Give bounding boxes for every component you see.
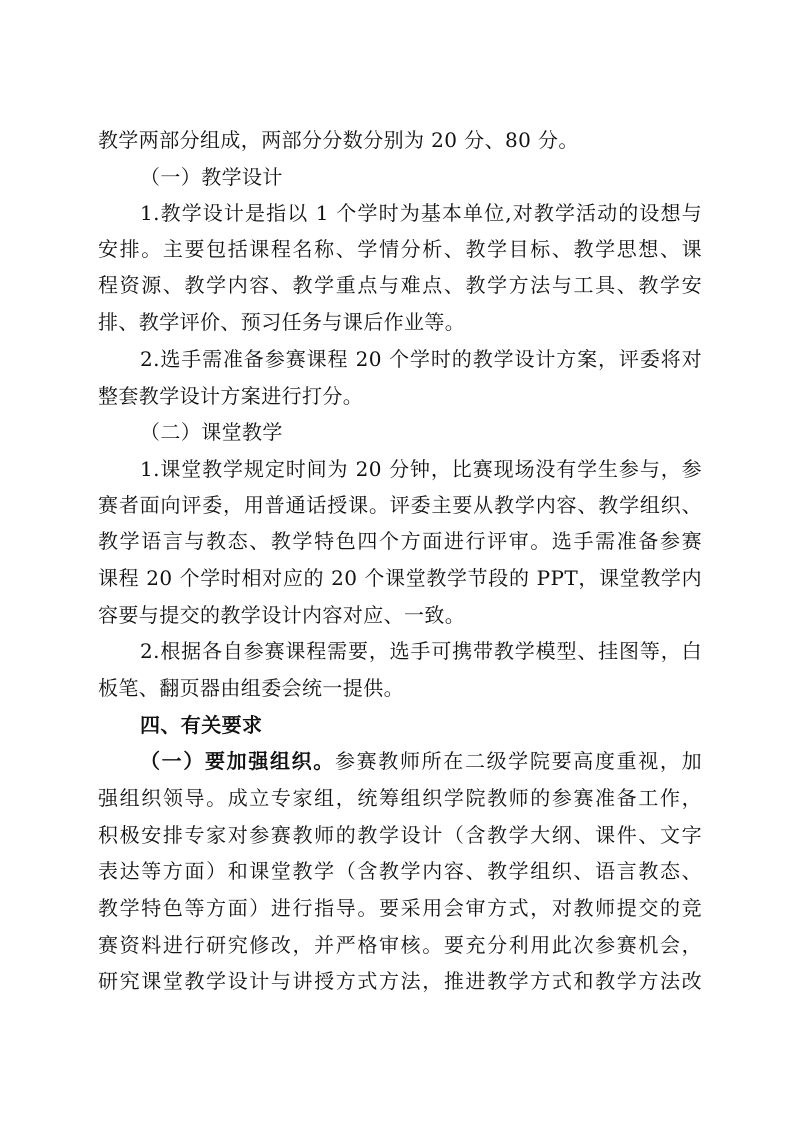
text-line: 赛资料进行研究修改，并严格审核。要充分利用此次参赛机会， — [98, 933, 702, 957]
text-line: 2.选手需准备参赛课程 20 个学时的教学设计方案，评委将对 — [140, 347, 702, 371]
text-line: 课程 20 个学时相对应的 20 个课堂教学节段的 PPT，课堂教学内 — [98, 566, 702, 590]
text-line: 表达等方面）和课堂教学（含教学内容、教学组织、语言教态、 — [98, 859, 702, 883]
text-line: 排、教学评价、预习任务与课后作业等。 — [98, 310, 466, 334]
section-subheading: （一）教学设计 — [140, 165, 283, 189]
text-line: 1.课堂教学规定时间为 20 分钟，比赛现场没有学生参与，参 — [140, 457, 702, 481]
text-line: 1.教学设计是指以 1 个学时为基本单位,对教学活动的设想与 — [140, 201, 702, 225]
text-line: 容要与提交的教学设计内容对应、一致。 — [98, 603, 466, 627]
text-run: 参赛教师所在二级学院要高度重视，加 — [334, 749, 702, 773]
text-line-with-bold-lead — [140, 746, 702, 776]
text-line: 研究课堂教学设计与讲授方式方法，推进教学方式和教学方法改 — [98, 969, 702, 993]
text-line: 教学两部分组成，两部分分数分别为 20 分、80 分。 — [98, 128, 579, 152]
text-line: 积极安排专家对参赛教师的教学设计（含教学大纲、课件、文字 — [98, 823, 702, 847]
bold-lead-text: （一）要加强组织。 — [140, 749, 335, 773]
text-line: 强组织领导。成立专家组，统筹组织学院教师的参赛准备工作， — [98, 786, 702, 810]
section-subheading: （二）课堂教学 — [140, 420, 283, 444]
text-line: 2.根据各自参赛课程需要，选手可携带教学模型、挂图等，白 — [140, 639, 702, 663]
text-line: 赛者面向评委，用普通话授课。评委主要从教学内容、教学组织、 — [98, 493, 702, 517]
text-line: 安排。主要包括课程名称、学情分析、教学目标、教学思想、课 — [98, 237, 702, 261]
text-line: 教学语言与教态、教学特色四个方面进行评审。选手需准备参赛 — [98, 529, 702, 553]
text-line: 整套教学设计方案进行打分。 — [98, 384, 364, 408]
section-heading: 四、有关要求 — [140, 713, 263, 737]
text-line: 板笔、翻页器由组委会统一提供。 — [98, 676, 404, 700]
text-line: 教学特色等方面）进行指导。要采用会审方式，对教师提交的竞 — [98, 896, 702, 920]
text-line: 程资源、教学内容、教学重点与难点、教学方法与工具、教学安 — [98, 273, 702, 297]
